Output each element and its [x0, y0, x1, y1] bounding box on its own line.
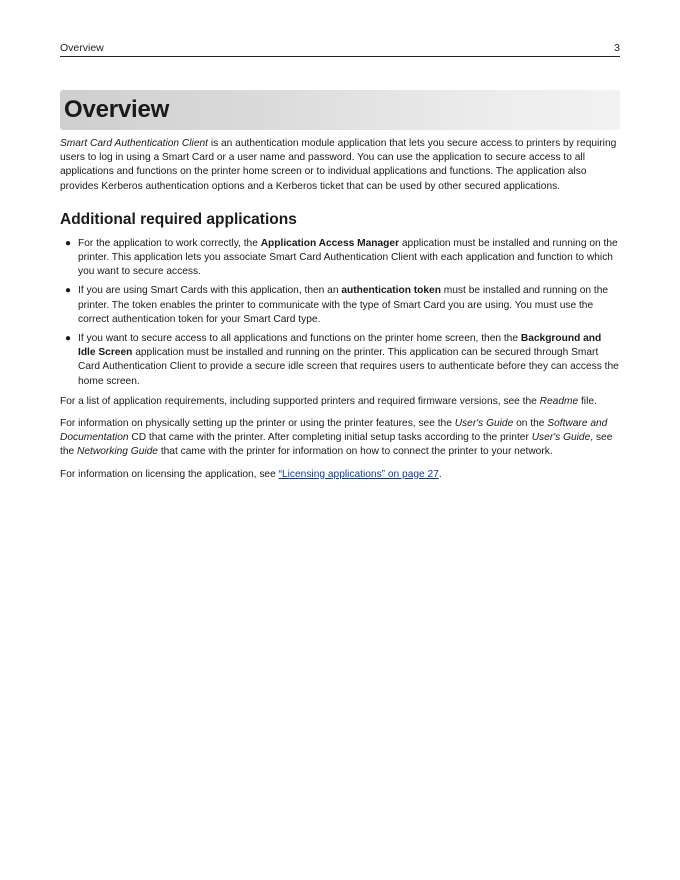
readme-reference: Readme: [539, 395, 579, 407]
paragraph-text: on the: [513, 418, 548, 430]
paragraph-text: file.: [578, 395, 597, 407]
paragraph-text: For information on licensing the application, see: [60, 468, 279, 480]
bullet-icon: ●: [65, 333, 72, 345]
list-item: [60, 237, 620, 280]
chapter-title: Overview: [64, 96, 170, 123]
list-item-text: If you are using Smart Cards with this application, then an: [78, 285, 342, 297]
list-item-text: application must be installed and running on the printer. This application can be secured through Smart Card Authentication Client to provide a secure idle screen that requires users to authenticate before they can access the home screen.: [78, 347, 619, 387]
bullet-icon: ●: [65, 285, 72, 297]
paragraph-text: , see the: [60, 432, 613, 458]
networking-guide-reference: Networking Guide: [77, 446, 158, 458]
licensing-paragraph: [60, 468, 620, 482]
chapter-banner: [60, 90, 620, 130]
licensing-applications-link[interactable]: “Licensing applications” on page 27: [278, 468, 439, 480]
software-cd-reference: Software and Documentation: [60, 418, 608, 444]
section-heading: Additional required applications: [60, 210, 297, 228]
bullet-icon: ●: [65, 237, 72, 249]
running-header-section: Overview: [60, 42, 104, 54]
paragraph-text: For information on physically setting up the printer or using the printer features, see the: [60, 418, 455, 430]
product-name: Smart Card Authentication Client: [60, 138, 208, 149]
intro-text: is an authentication module application that lets you secure access to printers by requiring users to log in using a Smart Card or a user name and password. You can use the application to secure access to all applications and functions on the printer home screen or to individual applications and functions. The application also provides Kerberos authentication options and a Kerberos ticket that can be used by other secured applications.: [60, 138, 617, 192]
list-item-text: must be installed and running on the printer. The token enables the printer to communicate with the type of Smart Card you are using. You must use the correct authentication token for your Smart Card type.: [78, 285, 609, 325]
list-item-text: If you want to secure access to all applications and functions on the printer home screen, then the: [78, 333, 521, 345]
setup-paragraph: [60, 417, 620, 460]
list-item: [60, 284, 620, 327]
list-item: [60, 332, 620, 389]
list-item-emphasis: Background and Idle Screen: [78, 333, 602, 359]
users-guide-reference: User's Guide: [454, 418, 514, 430]
paragraph-text: that came with the printer for information on how to connect the printer to your network.: [157, 446, 553, 458]
list-item-text: For the application to work correctly, the: [78, 237, 261, 249]
list-item-emphasis: Application Access Manager: [260, 237, 400, 249]
page-content: [60, 137, 620, 490]
list-item-emphasis: authentication token: [341, 285, 441, 297]
list-item-text: application must be installed and running on the printer. This application lets you associate Smart Card Authentication Client with each application and function to which you want to secure access.: [78, 237, 618, 278]
intro-paragraph: [60, 137, 620, 194]
running-header: [60, 42, 620, 57]
paragraph-text: CD that came with the printer. After completing initial setup tasks according to the printer: [128, 432, 532, 444]
requirements-paragraph: [60, 395, 620, 409]
users-guide-reference: User's Guide: [531, 432, 591, 444]
paragraph-text: .: [438, 468, 442, 480]
paragraph-text: For a list of application requirements, including supported printers and required firmware versions, see the: [60, 395, 540, 407]
required-apps-list: [60, 237, 620, 389]
page-number: 3: [614, 42, 620, 54]
